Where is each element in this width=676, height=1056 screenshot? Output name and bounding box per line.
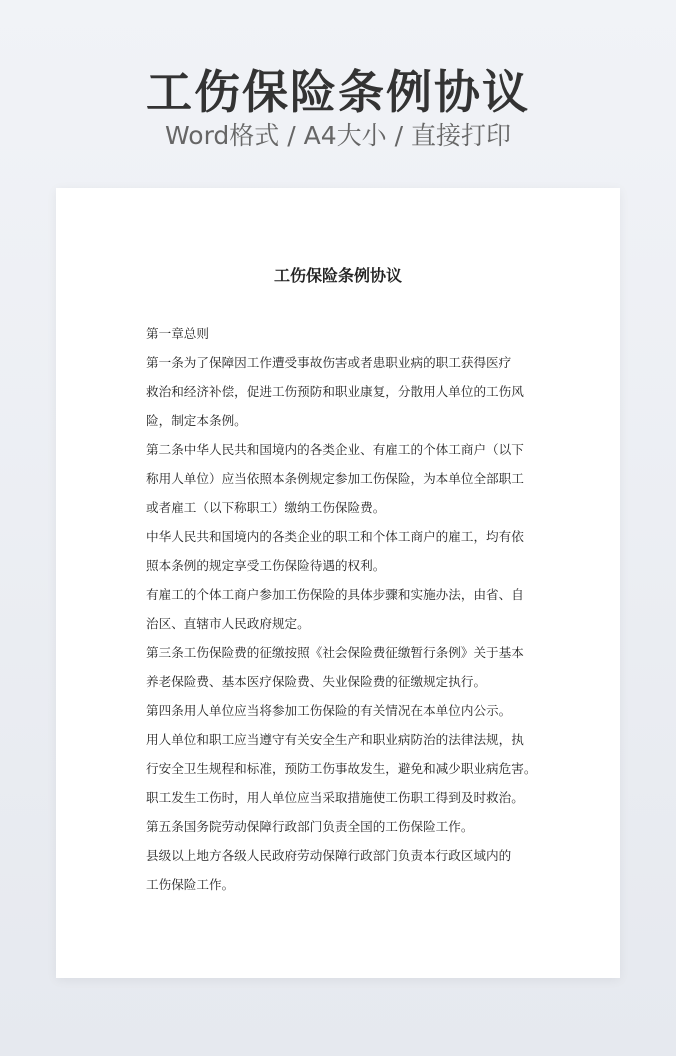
document-line: 或者雇工（以下称职工）缴纳工伤保险费。 — [146, 500, 386, 515]
document-line: 救治和经济补偿，促进工伤预防和职业康复，分散用人单位的工伤风 — [146, 384, 524, 399]
document-page — [56, 188, 620, 978]
document-line: 中华人民共和国境内的各类企业的职工和个体工商户的雇工，均有依 — [146, 529, 524, 544]
page-subtitle: Word格式 / A4大小 / 直接打印 — [165, 121, 511, 150]
document-line: 第一条为了保障因工作遭受事故伤害或者患职业病的职工获得医疗 — [146, 355, 512, 370]
document-line: 用人单位和职工应当遵守有关安全生产和职业病防治的法律法规，执 — [146, 732, 524, 747]
document-line: 县级以上地方各级人民政府劳动保障行政部门负责本行政区域内的 — [146, 848, 512, 863]
document-line: 第二条中华人民共和国境内的各类企业、有雇工的个体工商户（以下 — [146, 442, 524, 457]
document-line: 第五条国务院劳动保障行政部门负责全国的工伤保险工作。 — [146, 819, 474, 834]
document-line: 治区、直辖市人民政府规定。 — [146, 616, 310, 631]
document-line: 行安全卫生规程和标准，预防工伤事故发生，避免和减少职业病危害。 — [146, 761, 537, 776]
document-line: 第四条用人单位应当将参加工伤保险的有关情况在本单位内公示。 — [146, 703, 512, 718]
document-line: 照本条例的规定享受工伤保险待遇的权利。 — [146, 558, 386, 573]
document-line: 有雇工的个体工商户参加工伤保险的具体步骤和实施办法，由省、自 — [146, 587, 524, 602]
document-line: 称用人单位）应当依照本条例规定参加工伤保险，为本单位全部职工 — [146, 471, 524, 486]
document-line: 险，制定本条例。 — [146, 413, 247, 428]
document-title: 工伤保险条例协议 — [273, 266, 402, 285]
document-line: 第三条工伤保险费的征缴按照《社会保险费征缴暂行条例》关于基本 — [146, 645, 524, 660]
document-line: 第一章总则 — [146, 326, 209, 341]
document-line: 职工发生工伤时，用人单位应当采取措施使工伤职工得到及时救治。 — [146, 790, 524, 805]
document-line: 养老保险费、基本医疗保险费、失业保险费的征缴规定执行。 — [146, 674, 487, 689]
page-title: 工伤保险条例协议 — [146, 65, 530, 119]
document-line: 工伤保险工作。 — [146, 877, 235, 892]
document-body — [146, 319, 538, 899]
